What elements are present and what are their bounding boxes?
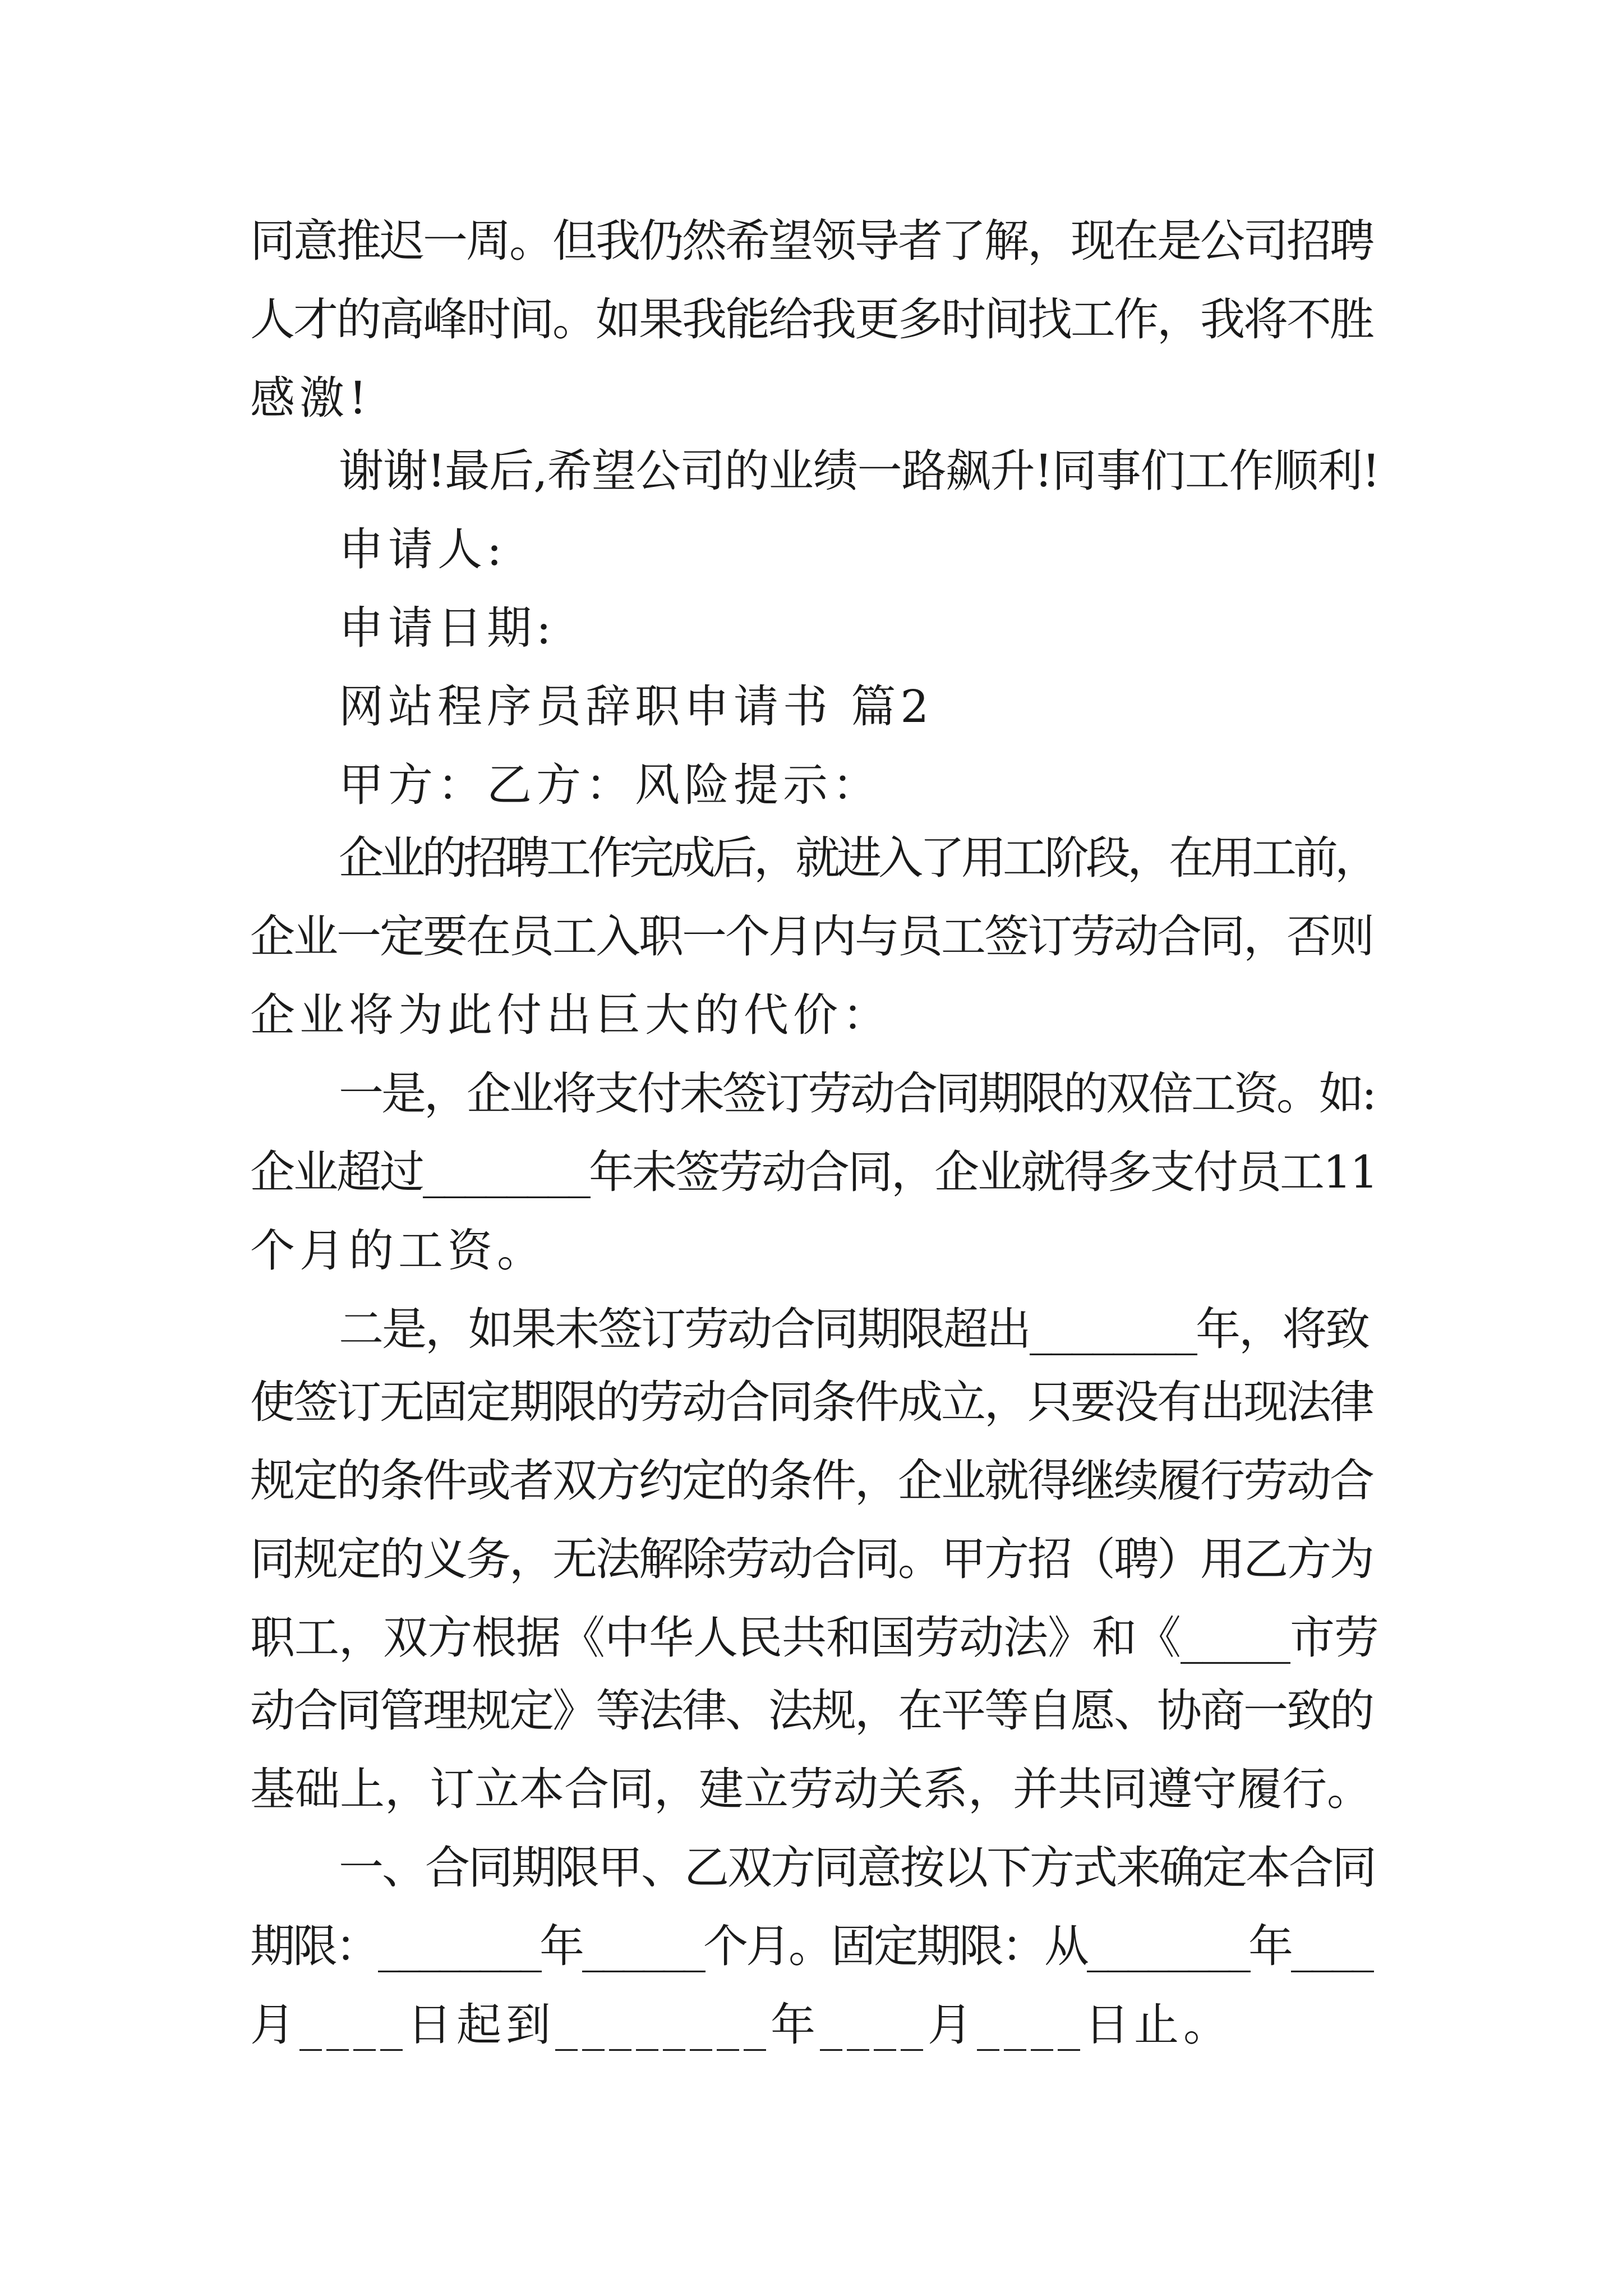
paragraph-line: 甲方：乙方：风险提示：: [339, 759, 882, 811]
paragraph-line: 企业将为此付出巨大的代价：: [250, 989, 892, 1041]
paragraph-line: 一是，企业将支付未签订劳动合同期限的双倍工资。如:: [339, 1068, 1375, 1120]
paragraph-line: 感激!: [250, 372, 372, 424]
paragraph-line: 二是，如果未签订劳动合同期限超出________年，将致: [339, 1303, 1368, 1355]
paragraph-line: 个月的工资。: [250, 1225, 546, 1277]
paragraph-line: 企业的招聘工作完成后，就进入了用工阶段，在用工前，: [339, 832, 1376, 884]
paragraph-line: 月____日起到________年____月____日止。: [250, 1999, 1233, 2051]
paragraph-line: 人才的高峰时间。如果我能给我更多时间找工作，我将不胜: [250, 293, 1373, 346]
section-heading: 网站程序员辞职申请书 篇2: [339, 680, 934, 733]
paragraph-line: 职工，双方根据《中华人民共和国劳动法》和《_____市劳: [250, 1612, 1378, 1664]
paragraph-line: 谢谢!最后,希望公司的业绩一路飙升!同事们工作顺利!: [339, 445, 1380, 497]
paragraph-line: 企业超过________年未签劳动合同，企业就得多支付员工11: [250, 1146, 1377, 1198]
paragraph-line: 使签订无固定期限的劳动合同条件成立，只要没有出现法律: [250, 1376, 1373, 1428]
paragraph-line: 同意推迟一周。但我仍然希望领导者了解，现在是公司招聘: [250, 215, 1373, 267]
paragraph-line: 基础上，订立本合同，建立劳动关系，并共同遵守履行。: [250, 1763, 1372, 1815]
paragraph-line: 动合同管理规定》等法律、法规，在平等自愿、协商一致的: [250, 1685, 1373, 1737]
application-date-label: 申请日期:: [339, 602, 556, 654]
paragraph-line: 企业一定要在员工入职一个月内与员工签订劳动合同，否则: [250, 910, 1373, 963]
paragraph-line: 规定的条件或者双方约定的条件，企业就得继续履行劳动合: [250, 1455, 1373, 1507]
paragraph-line: 一、合同期限甲、乙双方同意按以下方式来确定本合同: [339, 1842, 1375, 1894]
paragraph-line: 同规定的义务，无法解除劳动合同。甲方招（聘）用乙方为: [250, 1533, 1373, 1585]
paragraph-line: 期限：________年______个月。固定期限：从________年____: [250, 1920, 1372, 1972]
applicant-label: 申请人:: [339, 523, 506, 576]
